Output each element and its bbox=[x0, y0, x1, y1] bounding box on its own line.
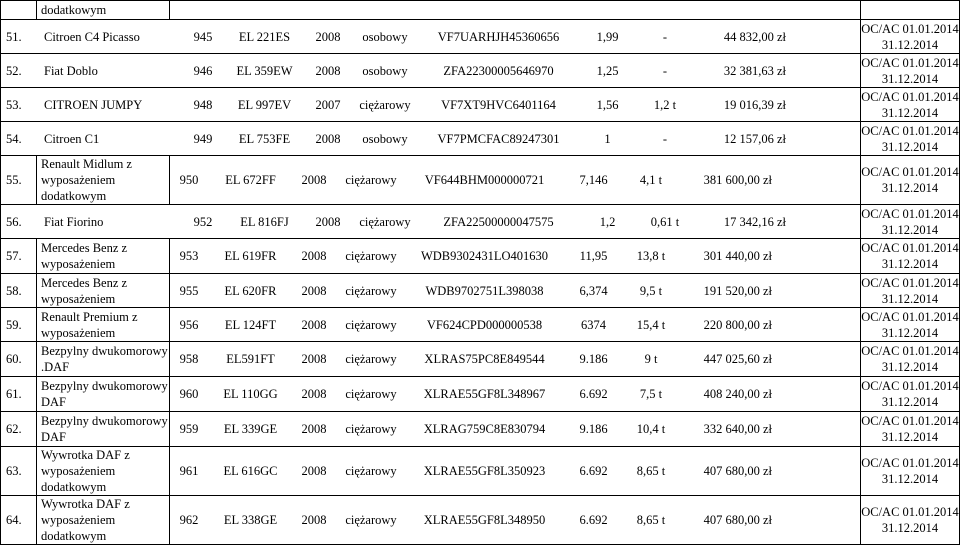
lp-cell: 60. bbox=[1, 342, 37, 377]
insurance-cell: OC/AC 01.01.2014 31.12.2014 bbox=[861, 21, 959, 52]
insurance-cell: OC/AC 01.01.2014 31.12.2014 bbox=[861, 377, 960, 412]
model-cell: Bezpylny dwukomorowy DAF bbox=[37, 377, 170, 412]
lp-cell: 57. bbox=[1, 239, 37, 274]
model-cell: dodatkowym bbox=[37, 1, 170, 20]
table-row bbox=[1, 1, 960, 20]
row-cell: 51. Citroen C4 Picasso 945 EL 221ES 2008 osobowy VF7UARHJH45360656 1,99 - 44 832,00 zł bbox=[1, 20, 861, 54]
table-row bbox=[1, 274, 960, 308]
insurance-cell: OC/AC 01.01.2014 31.12.2014 bbox=[861, 275, 959, 306]
table-row bbox=[1, 412, 960, 447]
table-row bbox=[1, 88, 960, 122]
model-cell: Wywrotka DAF z wyposażeniem dodatkowym bbox=[37, 447, 170, 496]
details-cell: 959 EL 339GE 2008 ciężarowy XLRAG759C8E830794 9.186 10,4 t 332 640,00 zł bbox=[170, 412, 861, 447]
details-cell: 950 EL 672FF 2008 ciężarowy VF644BHM000000721 7,146 4,1 t 381 600,00 zł bbox=[170, 156, 861, 205]
insurance-cell: OC/AC 01.01.2014 31.12.2014 bbox=[861, 342, 960, 377]
table-row bbox=[1, 377, 960, 412]
details-cell: 956 EL 124FT 2008 ciężarowy VF624CPD000000538 6374 15,4 t 220 800,00 zł bbox=[170, 308, 861, 342]
details-cell: 962 EL 338GE 2008 ciężarowy XLRAE55GF8L348950 6.692 8,65 t 407 680,00 zł bbox=[170, 496, 861, 545]
lp-cell: 55. bbox=[1, 156, 37, 205]
table-row bbox=[1, 447, 960, 496]
row-cell: 52. Fiat Doblo 946 EL 359EW 2008 osobowy ZFA22300005646970 1,25 - 32 381,63 zł bbox=[1, 54, 861, 88]
details-cell: 958 EL591FT 2008 ciężarowy XLRAS75PC8E849544 9.186 9 t 447 025,60 zł bbox=[170, 342, 861, 377]
model-cell: Bezpylny dwukomorowy .DAF bbox=[37, 342, 170, 377]
insurance-cell: OC/AC 01.01.2014 31.12.2014 bbox=[861, 309, 959, 340]
model-cell: Mercedes Benz z wyposażeniem bbox=[37, 239, 170, 274]
insurance-cell: OC/AC 01.01.2014 31.12.2014 bbox=[861, 123, 959, 154]
lp-cell: 58. bbox=[1, 274, 37, 308]
table-row bbox=[1, 342, 960, 377]
lp-cell bbox=[1, 1, 37, 20]
table-row bbox=[1, 205, 960, 239]
table-row bbox=[1, 156, 960, 205]
details-cell: 953 EL 619FR 2008 ciężarowy WDB9302431LO401630 11,95 13,8 t 301 440,00 zł bbox=[170, 239, 861, 274]
lp-cell: 64. bbox=[1, 496, 37, 545]
insurance-cell: OC/AC 01.01.2014 31.12.2014 bbox=[861, 239, 960, 274]
row-cell: 54. Citroen C1 949 EL 753FE 2008 osobowy VF7PMCFAC89247301 1 - 12 157,06 zł bbox=[1, 122, 861, 156]
model-cell: Renault Midlum z wyposażeniem dodatkowym bbox=[37, 156, 170, 205]
details-cell: 955 EL 620FR 2008 ciężarowy WDB9702751L398038 6,374 9,5 t 191 520,00 zł bbox=[170, 274, 861, 308]
lp-cell: 62. bbox=[1, 412, 37, 447]
model-cell: Renault Premium z wyposażeniem bbox=[37, 308, 170, 342]
table-row bbox=[1, 496, 960, 545]
insurance-cell: OC/AC 01.01.2014 31.12.2014 bbox=[861, 206, 959, 237]
model-cell: Bezpylny dwukomorowy DAF bbox=[37, 412, 170, 447]
row-cell: 56. Fiat Fiorino 952 EL 816FJ 2008 ciężarowy ZFA22500000047575 1,2 0,61 t 17 342,16 zł bbox=[1, 205, 861, 239]
insurance-cell: OC/AC 01.01.2014 31.12.2014 bbox=[861, 89, 959, 120]
lp-cell: 59. bbox=[1, 308, 37, 342]
table-row bbox=[1, 122, 960, 156]
insurance-cell: OC/AC 01.01.2014 31.12.2014 bbox=[861, 156, 960, 205]
model-cell: Mercedes Benz z wyposażeniem bbox=[37, 274, 170, 308]
table-row bbox=[1, 54, 960, 88]
insurance-cell: OC/AC 01.01.2014 31.12.2014 bbox=[861, 447, 960, 496]
insurance-cell: OC/AC 01.01.2014 31.12.2014 bbox=[861, 496, 960, 545]
table-row bbox=[1, 20, 960, 54]
table-row bbox=[1, 239, 960, 274]
row-cell: 53. CITROEN JUMPY 948 EL 997EV 2007 ciężarowy VF7XT9HVC6401164 1,56 1,2 t 19 016,39 zł bbox=[1, 88, 861, 122]
table-row bbox=[1, 308, 960, 342]
details-cell bbox=[170, 1, 861, 20]
insurance-cell bbox=[861, 1, 960, 20]
model-cell: Wywrotka DAF z wyposażeniem dodatkowym bbox=[37, 496, 170, 545]
insurance-cell: OC/AC 01.01.2014 31.12.2014 bbox=[861, 412, 960, 447]
insurance-cell: OC/AC 01.01.2014 31.12.2014 bbox=[861, 55, 959, 86]
lp-cell: 61. bbox=[1, 377, 37, 412]
details-cell: 961 EL 616GC 2008 ciężarowy XLRAE55GF8L350923 6.692 8,65 t 407 680,00 zł bbox=[170, 447, 861, 496]
details-cell: 960 EL 110GG 2008 ciężarowy XLRAE55GF8L348967 6.692 7,5 t 408 240,00 zł bbox=[170, 377, 861, 412]
lp-cell: 63. bbox=[1, 447, 37, 496]
